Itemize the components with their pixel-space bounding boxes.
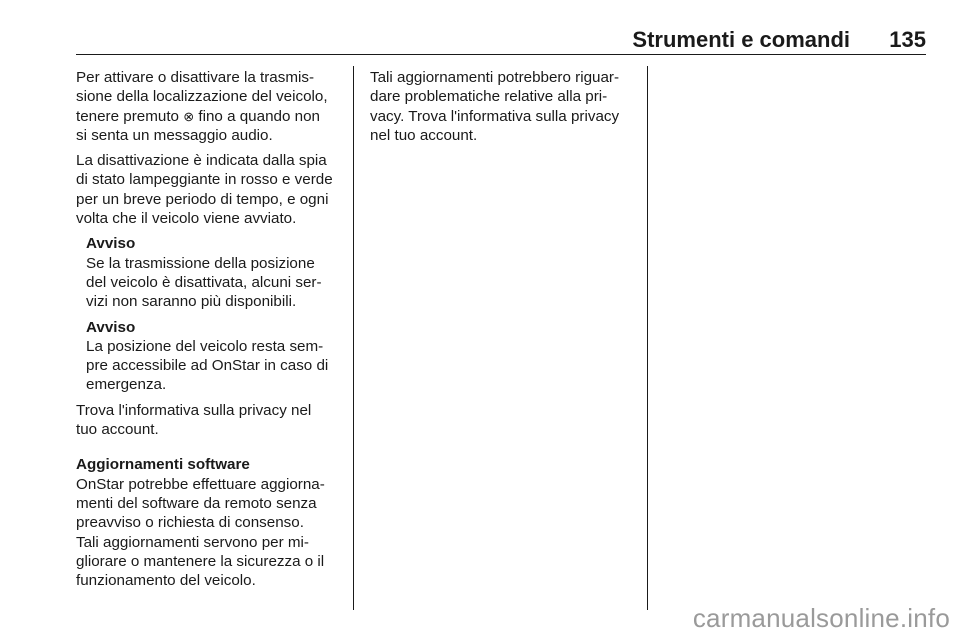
- page-header-title: Strumenti e comandi: [632, 27, 850, 52]
- watermark: carmanualsonline.info: [692, 603, 950, 633]
- page-number: 135: [889, 27, 926, 52]
- notice-services-unavailable: Avviso Se la trasmissione della posizione del veicolo è disattivata, alcuni ser- vizi non saranno più disponibili.: [76, 234, 348, 311]
- paragraph-software-updates: OnStar potrebbe effettuare aggiorna- menti del software da remoto senza preavviso o richiesta di consenso. Tali aggiornamenti servono per mi- gliorare o mantenere la sicurezza o il funzionamento del veicolo.: [76, 475, 325, 590]
- left-column: [76, 68, 348, 590]
- paragraph-privacy-info: Trova l'informativa sulla privacy nel tuo account.: [76, 401, 312, 439]
- middle-column: [370, 68, 640, 145]
- section-heading-software-updates: Aggiornamenti software: [76, 456, 250, 474]
- paragraph-privacy-updates: Tali aggiornamenti potrebbero riguar- dare problematiche relative alla pri- vacy. Trova l'informativa sulla privacy nel tuo account.: [370, 69, 620, 144]
- notice-emergency-access: Avviso La posizione del veicolo resta sem- pre accessibile ad OnStar in caso di emergenza.: [76, 318, 348, 395]
- notice-title: Avviso: [86, 318, 136, 336]
- header-rule: [76, 54, 926, 55]
- notice-title: Avviso: [86, 235, 136, 253]
- paragraph-deactivation-indicator: La disattivazione è indicata dalla spia di stato lampeggiante in rosso e verde per un breve periodo di tempo, e ogni volta che il veicolo viene avviato.: [76, 152, 333, 228]
- privacy-button-icon: ⊗: [183, 108, 195, 124]
- paragraph-enable-location: Per attivare o disattivare la trasmis- sione della localizzazione del veicolo, tenere premuto ⊗ fino a quando non si senta un messaggio audio.: [76, 69, 328, 144]
- column-divider-left: [353, 66, 354, 610]
- column-divider-right: [647, 66, 648, 610]
